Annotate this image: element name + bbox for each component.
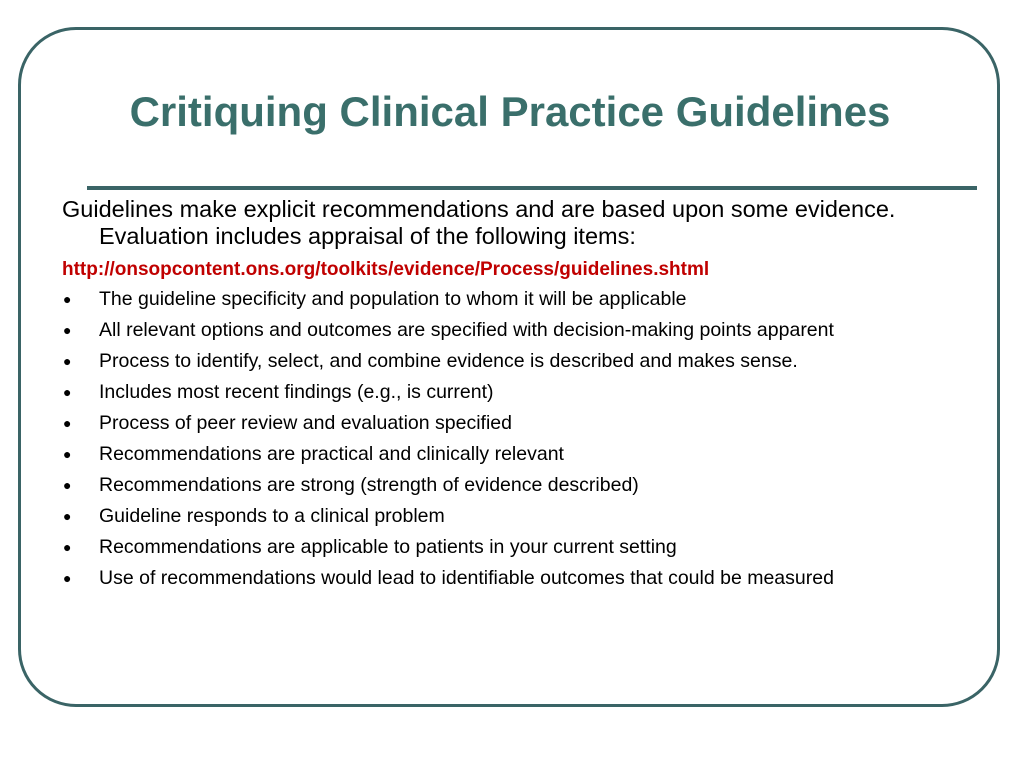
- bullet-icon: ●: [63, 477, 72, 493]
- slide-body: [62, 196, 972, 598]
- bullet-icon: ●: [63, 446, 72, 462]
- guidelines-link[interactable]: http://onsopcontent.ons.org/toolkits/evidence/Process/guidelines.shtml: [62, 259, 710, 280]
- list-item-text: Process to identify, select, and combine evidence is described and makes sense.: [99, 350, 798, 372]
- list-item-text: Recommendations are applicable to patients in your current setting: [99, 536, 677, 558]
- list-item: [62, 443, 972, 465]
- list-item: [62, 381, 972, 403]
- bullet-icon: ●: [63, 539, 72, 555]
- list-item-text: Recommendations are strong (strength of evidence described): [99, 474, 639, 496]
- slide-title: Critiquing Clinical Practice Guidelines: [129, 88, 891, 135]
- list-item-text: Guideline responds to a clinical problem: [99, 505, 445, 527]
- list-item-text: Use of recommendations would lead to identifiable outcomes that could be measured: [99, 567, 834, 589]
- list-item-text: Recommendations are practical and clinically relevant: [99, 443, 564, 465]
- list-item: [62, 412, 972, 434]
- list-item: [62, 288, 972, 310]
- bullet-icon: ●: [63, 384, 72, 400]
- bullet-list: [62, 288, 972, 589]
- list-item: [62, 505, 972, 527]
- bullet-icon: ●: [63, 415, 72, 431]
- title-underline: [87, 186, 977, 190]
- intro-text: Guidelines make explicit recommendations and are based upon some evidence. Evaluation includes appraisal of the following items:: [62, 196, 896, 249]
- bullet-icon: ●: [63, 508, 72, 524]
- list-item-text: All relevant options and outcomes are specified with decision-making points apparent: [99, 319, 834, 341]
- list-item: [62, 319, 972, 341]
- list-item-text: The guideline specificity and population to whom it will be applicable: [99, 288, 687, 310]
- list-item-text: Includes most recent findings (e.g., is current): [99, 381, 494, 403]
- bullet-icon: ●: [63, 570, 72, 586]
- list-item: [62, 567, 972, 589]
- list-item: [62, 474, 972, 496]
- list-item: [62, 350, 972, 372]
- list-item: [62, 536, 972, 558]
- list-item-text: Process of peer review and evaluation specified: [99, 412, 512, 434]
- bullet-icon: ●: [63, 353, 72, 369]
- bullet-icon: ●: [63, 322, 72, 338]
- bullet-icon: ●: [63, 291, 72, 307]
